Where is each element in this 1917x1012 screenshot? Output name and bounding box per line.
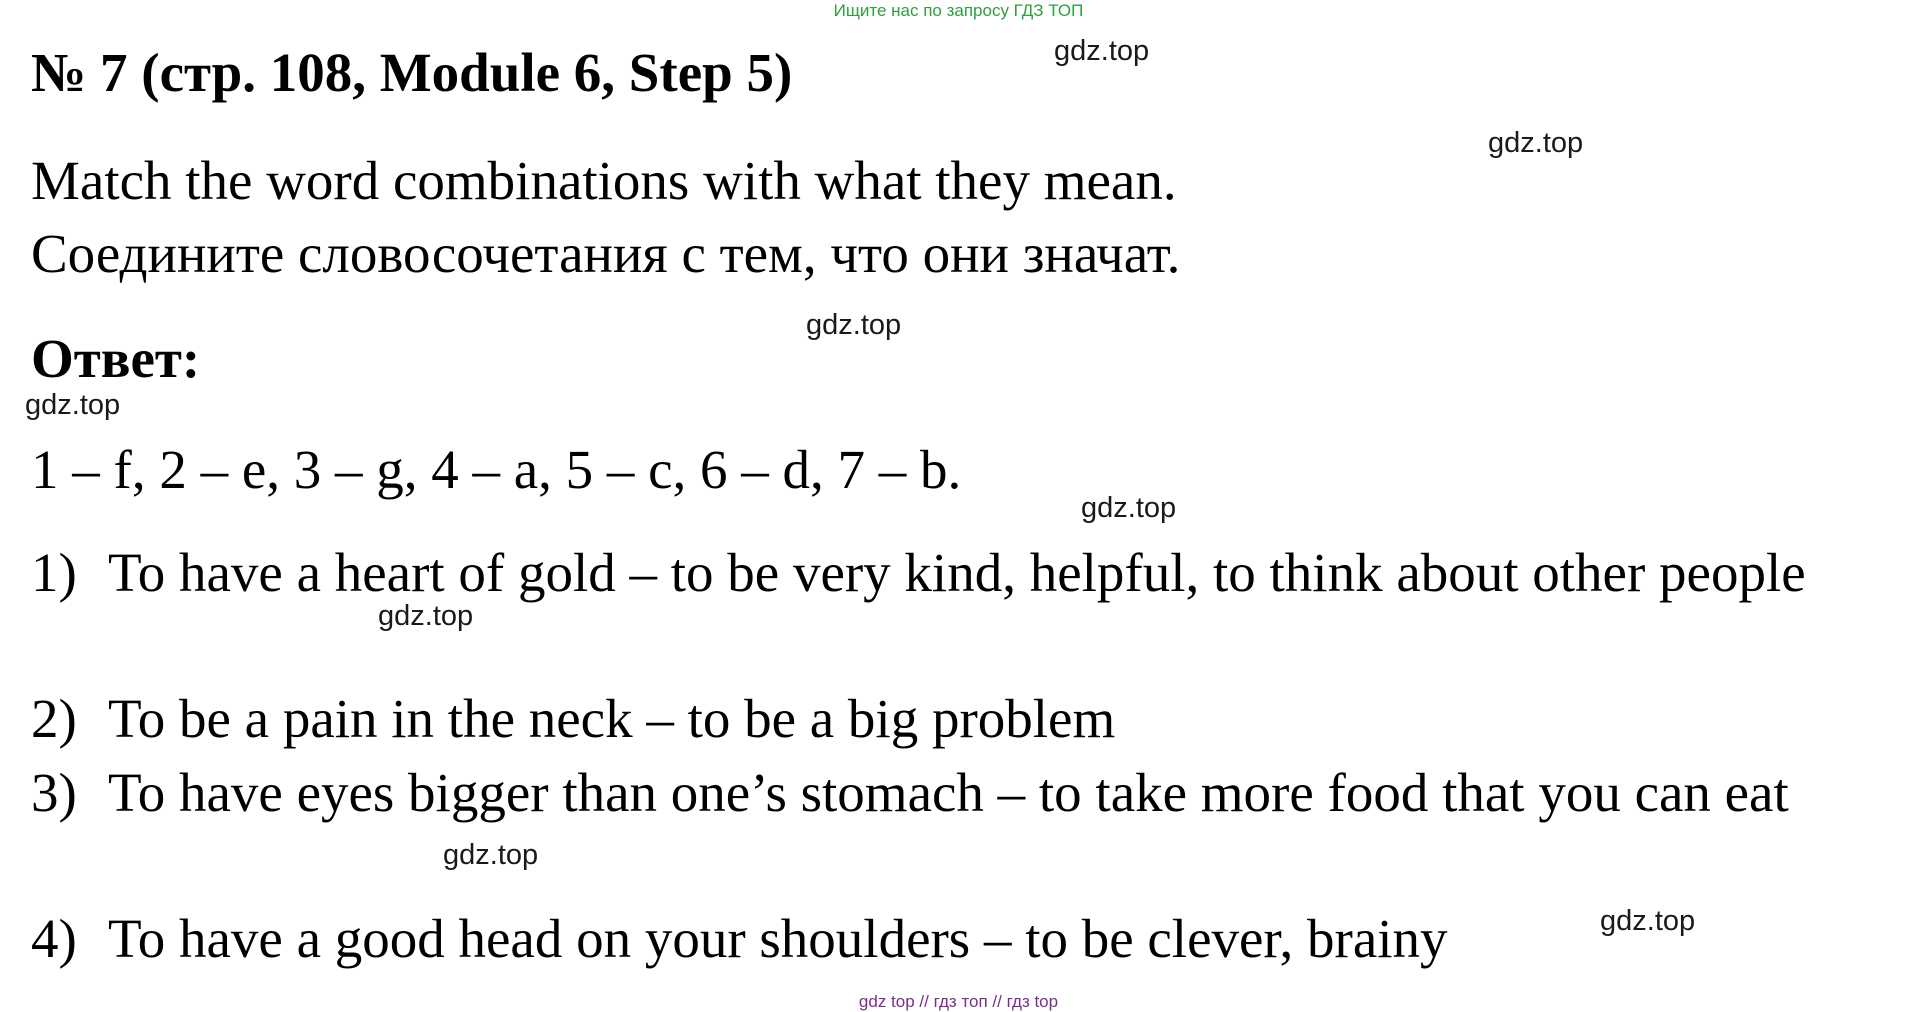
list-item-text: To have a good head on your shoulders – to be clever, brainy [108, 908, 1448, 969]
watermark: gdz.top [806, 309, 902, 341]
list-item [31, 536, 1891, 610]
list-item-number: 2) [31, 688, 77, 749]
top-banner: Ищите нас по запросу ГДЗ ТОП [833, 1, 1084, 20]
list-item-number: 1) [31, 542, 77, 603]
bottom-banner: gdz top // гдз топ // гдз top [858, 992, 1059, 1011]
watermark: gdz.top [378, 600, 474, 632]
list-item-number: 4) [31, 908, 77, 969]
watermark: gdz.top [25, 389, 121, 421]
watermark: gdz.top [443, 839, 539, 871]
watermark: gdz.top [1081, 492, 1177, 524]
task-english: Match the word combinations with what they mean. [31, 150, 1177, 211]
page-title: № 7 (стр. 108, Module 6, Step 5) [31, 42, 793, 103]
list-item-text: To have eyes bigger than one’s stomach – to take more food that you can eat [108, 762, 1789, 823]
list-item-text: To be a pain in the neck – to be a big problem [108, 688, 1116, 749]
answer-label: Ответ: [31, 328, 201, 389]
task-russian: Соедините словосочетания с тем, что они значат. [31, 223, 1181, 284]
watermark: gdz.top [1488, 127, 1584, 159]
list-item-number: 3) [31, 762, 77, 823]
watermark: gdz.top [1600, 905, 1696, 937]
list-item [31, 682, 1891, 756]
list-item [31, 756, 1891, 830]
answer-text: 1 – f, 2 – e, 3 – g, 4 – a, 5 – c, 6 – d, 7 – b. [31, 439, 962, 500]
list-item-text: To have a heart of gold – to be very kind, helpful, to think about other people [108, 542, 1806, 603]
watermark: gdz.top [1054, 35, 1150, 67]
